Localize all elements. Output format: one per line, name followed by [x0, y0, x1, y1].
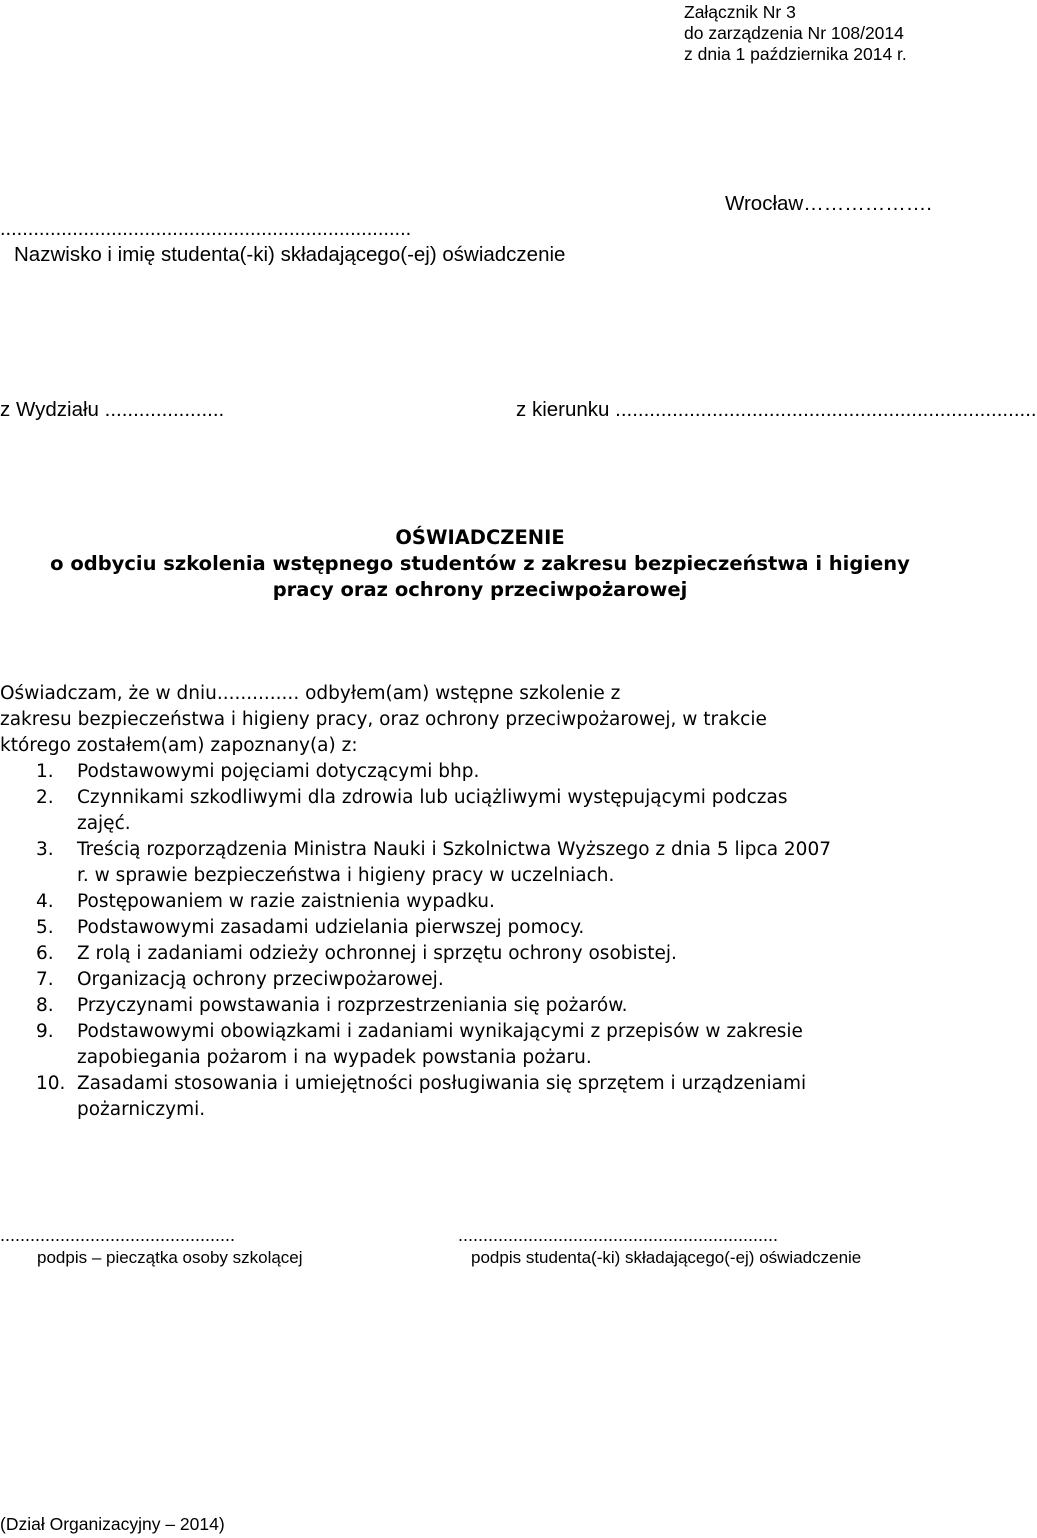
list-item-text	[77, 837, 960, 889]
intro-line3: którego zostałem(am) zapoznany(a) z:	[0, 735, 358, 756]
intro-line2: zakresu bezpieczeństwa i higieny pracy, oraz ochrony przeciwpożarowej, w trakcie	[0, 709, 767, 730]
footer-note: (Dział Organizacyjny – 2014)	[0, 1514, 225, 1534]
list-item-text	[77, 993, 960, 1019]
declaration-body	[0, 681, 960, 1123]
list-item-text	[77, 759, 960, 785]
declaration-intro	[0, 681, 960, 759]
list-item-line: zajęć.	[77, 813, 131, 834]
major-field[interactable]: z kierunku ..........................................................................	[516, 398, 1037, 421]
list-item-line: Podstawowymi obowiązkami i zadaniami wynikającymi z przepisów w zakresie	[77, 1021, 803, 1042]
list-item-line: Treścią rozporządzenia Ministra Nauki i Szkolnictwa Wyższego z dnia 5 lipca 2007	[77, 839, 831, 860]
trainer-signature-label: podpis – pieczątka osoby szkolącej	[37, 1248, 303, 1267]
list-item-text	[77, 1019, 960, 1071]
list-item-number: 8.	[36, 995, 54, 1016]
faculty-field[interactable]: z Wydziału .....................	[0, 398, 225, 421]
list-item	[0, 915, 960, 941]
list-item	[0, 993, 960, 1019]
list-item	[0, 785, 960, 837]
annex-header	[684, 2, 907, 65]
list-item-text	[77, 889, 960, 915]
intro-line1: Oświadczam, że w dniu.............. odbyłem(am) wstępne szkolenie z	[0, 683, 621, 704]
list-item-line: pożarniczymi.	[77, 1099, 206, 1120]
list-item	[0, 967, 960, 993]
list-item-line: Z rolą i zadaniami odzieży ochronnej i sprzętu ochrony osobistej.	[77, 943, 677, 964]
list-item-number: 1.	[36, 761, 54, 782]
name-dots-field[interactable]: ..........................................................................	[0, 218, 412, 240]
list-item-line: Przyczynami powstawania i rozprzestrzeniania się pożarów.	[77, 995, 628, 1016]
list-item-number: 6.	[36, 943, 54, 964]
name-label: Nazwisko i imię studenta(-ki) składającego(-ej) oświadczenie	[14, 243, 566, 266]
document-subtitle-line1: o odbyciu szkolenia wstępnego studentów z zakresu bezpieczeństwa i higieny	[50, 552, 910, 575]
list-item-line: Podstawowymi zasadami udzielania pierwszej pomocy.	[77, 917, 585, 938]
list-item-number: 5.	[36, 917, 54, 938]
list-item-number: 2.	[36, 787, 54, 808]
list-item-text	[77, 785, 960, 837]
list-item-number: 7.	[36, 969, 54, 990]
list-item-line: Zasadami stosowania i umiejętności posługiwania się sprzętem i urządzeniami	[77, 1073, 807, 1094]
list-item	[0, 1071, 960, 1123]
list-item-line: Podstawowymi pojęciami dotyczącymi bhp.	[77, 761, 480, 782]
trainer-signature-field[interactable]: ...............................................	[0, 1225, 236, 1245]
list-item	[0, 941, 960, 967]
training-topics-list	[0, 759, 960, 1123]
list-item-text	[77, 1071, 960, 1123]
list-item-line: Czynnikami szkodliwymi dla zdrowia lub uciążliwymi występującymi podczas	[77, 787, 788, 808]
annex-date: z dnia 1 października 2014 r.	[684, 44, 907, 64]
list-item-number: 3.	[36, 839, 54, 860]
list-item-number: 4.	[36, 891, 54, 912]
list-item-text	[77, 915, 960, 941]
list-item-number: 9.	[36, 1021, 54, 1042]
document-subtitle-line2: pracy oraz ochrony przeciwpożarowej	[272, 578, 688, 601]
student-signature-label: podpis studenta(-ki) składającego(-ej) oświadczenie	[471, 1248, 862, 1267]
list-item-number: 10.	[36, 1073, 66, 1094]
document-title-block	[0, 525, 960, 603]
list-item	[0, 759, 960, 785]
list-item-line: Postępowaniem w razie zaistnienia wypadku.	[77, 891, 495, 912]
city-date-field[interactable]: Wrocław……………….	[725, 192, 932, 215]
list-item-text	[77, 967, 960, 993]
list-item	[0, 889, 960, 915]
annex-regulation: do zarządzenia Nr 108/2014	[684, 23, 904, 43]
list-item-line: zapobiegania pożarom i na wypadek powstania pożaru.	[77, 1047, 592, 1068]
list-item-line: r. w sprawie bezpieczeństwa i higieny pracy w uczelniach.	[77, 865, 615, 886]
annex-number: Załącznik Nr 3	[684, 2, 796, 22]
list-item	[0, 1019, 960, 1071]
list-item-text	[77, 941, 960, 967]
document-title: OŚWIADCZENIE	[395, 526, 565, 549]
list-item-line: Organizacją ochrony przeciwpożarowej.	[77, 969, 444, 990]
student-signature-field[interactable]: ................................................................	[458, 1225, 779, 1245]
list-item	[0, 837, 960, 889]
